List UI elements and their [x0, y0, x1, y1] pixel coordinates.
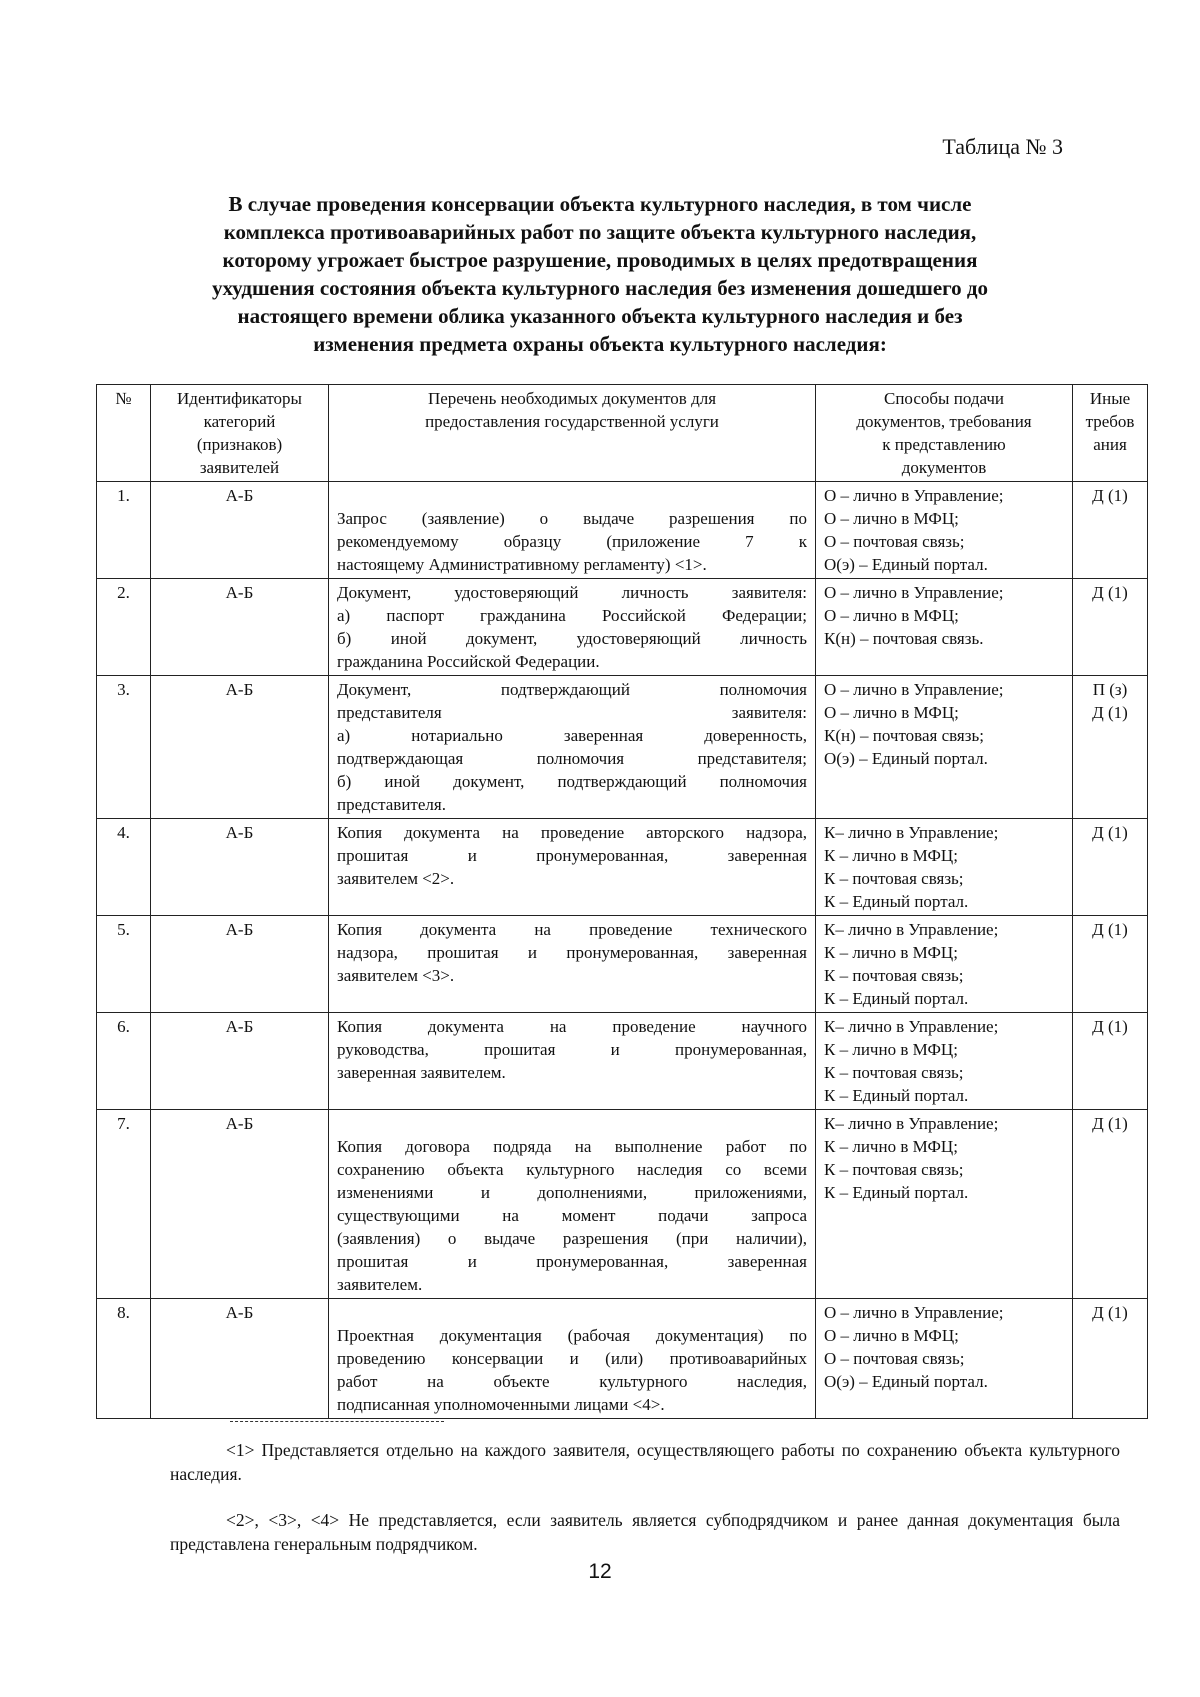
row-number: 2. [97, 579, 151, 676]
table-row [97, 1299, 1148, 1419]
document-line: рекомендуемому образцу (приложение 7 к [337, 532, 807, 551]
header-line: Способы подачи [884, 389, 1004, 408]
header-line: (признаков) [196, 435, 283, 454]
requirement-line: Д (1) [1092, 920, 1128, 939]
heading-line: ухудшения состояния объекта культурного наследия без изменения дошедшего до [211, 276, 989, 300]
applicant-category: А-Б [151, 676, 329, 819]
other-requirements [1073, 579, 1148, 676]
column-header-identifiers [151, 385, 329, 482]
other-requirements [1073, 482, 1148, 579]
row-number: 3. [97, 676, 151, 819]
document-line: б) иной документ, подтверждающий полномочия [337, 772, 807, 791]
table-row [97, 482, 1148, 579]
document-line: заверенная заявителем. [337, 1063, 506, 1082]
method-line: О – лично в МФЦ; [824, 509, 959, 528]
method-line: К(н) – почтовая связь. [824, 629, 984, 648]
document-line: прошитая и пронумерованная, заверенная [337, 846, 807, 865]
applicant-category: А-Б [151, 819, 329, 916]
required-document [329, 819, 816, 916]
applicant-category: А-Б [151, 579, 329, 676]
required-document [329, 482, 816, 579]
document-line: (заявления) о выдаче разрешения (при наличии), [337, 1229, 807, 1248]
required-document [329, 579, 816, 676]
other-requirements [1073, 819, 1148, 916]
method-line: К – почтовая связь; [824, 1160, 964, 1179]
method-line: К – Единый портал. [824, 989, 969, 1008]
column-header-other [1073, 385, 1148, 482]
footnote-1: <1> Представляется отдельно на каждого заявителя, осуществляющего работы по сохранению объекта культурного наследия. [170, 1440, 1120, 1484]
applicant-category: А-Б [151, 1299, 329, 1419]
required-document [329, 1013, 816, 1110]
row-number: 4. [97, 819, 151, 916]
row-number: 5. [97, 916, 151, 1013]
footnote-2: <2>, <3>, <4> Не представляется, если заявитель является субподрядчиком и ранее данная документация была представлена генеральным подрядчиком. [170, 1510, 1120, 1554]
method-line: К – почтовая связь; [824, 869, 964, 888]
document-line: Копия документа на проведение авторского надзора, [337, 823, 807, 842]
header-line: ания [1093, 435, 1127, 454]
requirement-line: П (з) [1092, 680, 1128, 699]
table-row [97, 579, 1148, 676]
document-line: представителя заявителя: [337, 703, 807, 722]
document-line: Копия документа на проведение технического [337, 920, 807, 939]
header-line: к представлению [882, 435, 1006, 454]
document-line: подтверждающая полномочия представителя; [337, 749, 807, 768]
column-header-methods [816, 385, 1073, 482]
method-line: О(э) – Единый портал. [824, 1372, 988, 1391]
applicant-category: А-Б [151, 1013, 329, 1110]
documents-table [96, 384, 1148, 1419]
method-line: К(н) – почтовая связь; [824, 726, 984, 745]
other-requirements [1073, 1110, 1148, 1299]
method-line: О – почтовая связь; [824, 532, 965, 551]
header-line: категорий [203, 412, 276, 431]
header-line: Иные [1089, 389, 1131, 408]
method-line: К – лично в МФЦ; [824, 1040, 958, 1059]
heading-line: изменения предмета охраны объекта культурного наследия: [313, 332, 887, 356]
document-line: а) паспорт гражданина Российской Федерации; [337, 606, 807, 625]
method-line: О – лично в Управление; [824, 583, 1004, 602]
required-document [329, 916, 816, 1013]
document-line: существующими на момент подачи запроса [337, 1206, 807, 1225]
requirement-line: Д (1) [1092, 823, 1128, 842]
other-requirements [1073, 1013, 1148, 1110]
document-line: надзора, прошитая и пронумерованная, заверенная [337, 943, 807, 962]
submission-methods [816, 916, 1073, 1013]
heading-line: настоящего времени облика указанного объекта культурного наследия и без [237, 304, 963, 328]
table-row [97, 1013, 1148, 1110]
row-number: 8. [97, 1299, 151, 1419]
document-line: руководства, прошитая и пронумерованная, [337, 1040, 807, 1059]
header-line: Идентификаторы [177, 389, 302, 408]
footnote-separator [230, 1421, 444, 1422]
document-line: Копия документа на проведение научного [337, 1017, 807, 1036]
method-line: О(э) – Единый портал. [824, 749, 988, 768]
document-line: заявителем <3>. [337, 966, 455, 985]
header-line: документов, требования [856, 412, 1032, 431]
document-line: сохранению объекта культурного наследия со всеми [337, 1160, 807, 1179]
requirement-line: Д (1) [1092, 1114, 1128, 1133]
method-line: К – лично в МФЦ; [824, 846, 958, 865]
method-line: О – почтовая связь; [824, 1349, 965, 1368]
requirement-line: Д (1) [1092, 1303, 1128, 1322]
table-row [97, 1110, 1148, 1299]
document-line: проведению консервации и (или) противоаварийных [337, 1349, 807, 1368]
method-line: К – почтовая связь; [824, 966, 964, 985]
submission-methods [816, 676, 1073, 819]
table-number-label: Таблица № 3 [942, 134, 1063, 159]
method-line: К– лично в Управление; [824, 823, 999, 842]
heading-line: которому угрожает быстрое разрушение, проводимых в целях предотвращения [222, 248, 978, 272]
submission-methods [816, 579, 1073, 676]
heading-line: В случае проведения консервации объекта культурного наследия, в том числе [228, 192, 972, 216]
method-line: К – лично в МФЦ; [824, 1137, 958, 1156]
method-line: О(э) – Единый портал. [824, 555, 988, 574]
requirement-line: Д (1) [1092, 703, 1128, 722]
header-line: Перечень необходимых документов для [427, 389, 717, 408]
required-document [329, 676, 816, 819]
header-line: предоставления государственной услуги [425, 412, 719, 431]
other-requirements [1073, 676, 1148, 819]
document-line: прошитая и пронумерованная, заверенная [337, 1252, 807, 1271]
header-line: заявителей [199, 458, 280, 477]
method-line: О – лично в МФЦ; [824, 703, 959, 722]
applicant-category: А-Б [151, 1110, 329, 1299]
requirement-line: Д (1) [1092, 1017, 1128, 1036]
document-line: гражданина Российской Федерации. [337, 652, 600, 671]
method-line: К – почтовая связь; [824, 1063, 964, 1082]
row-number: 6. [97, 1013, 151, 1110]
method-line: К – Единый портал. [824, 892, 969, 911]
other-requirements [1073, 1299, 1148, 1419]
document-line: представителя. [337, 795, 446, 814]
other-requirements [1073, 916, 1148, 1013]
applicant-category: А-Б [151, 916, 329, 1013]
method-line: К– лично в Управление; [824, 920, 999, 939]
submission-methods [816, 1299, 1073, 1419]
submission-methods [816, 482, 1073, 579]
method-line: К – Единый портал. [824, 1086, 969, 1105]
table-row [97, 916, 1148, 1013]
header-line: документов [901, 458, 987, 477]
method-line: К– лично в Управление; [824, 1017, 999, 1036]
header-line: требов [1085, 412, 1135, 431]
row-number: 1. [97, 482, 151, 579]
document-line: подписанная уполномоченными лицами <4>. [337, 1395, 665, 1414]
requirement-line: Д (1) [1092, 486, 1128, 505]
row-number: 7. [97, 1110, 151, 1299]
method-line: О – лично в МФЦ; [824, 1326, 959, 1345]
document-line: Документ, удостоверяющий личность заявителя: [337, 583, 807, 602]
submission-methods [816, 819, 1073, 916]
document-line: настоящему Административному регламенту) <1>. [337, 555, 707, 574]
table-row [97, 676, 1148, 819]
method-line: О – лично в Управление; [824, 680, 1004, 699]
page-number: 12 [588, 1560, 612, 1583]
method-line: О – лично в Управление; [824, 486, 1004, 505]
document-line: заявителем <2>. [337, 869, 455, 888]
document-line: Проектная документация (рабочая документация) по [337, 1326, 807, 1345]
heading-line: комплекса противоаварийных работ по защите объекта культурного наследия, [223, 220, 977, 244]
method-line: К – лично в МФЦ; [824, 943, 958, 962]
table-header-row [97, 385, 1148, 482]
required-document [329, 1110, 816, 1299]
document-line: б) иной документ, удостоверяющий личность [337, 629, 807, 648]
submission-methods [816, 1013, 1073, 1110]
table-row [97, 819, 1148, 916]
document-line: заявителем. [337, 1275, 423, 1294]
method-line: О – лично в МФЦ; [824, 606, 959, 625]
applicant-category: А-Б [151, 482, 329, 579]
column-header-number: № [97, 385, 151, 482]
column-header-documents [329, 385, 816, 482]
method-line: О – лично в Управление; [824, 1303, 1004, 1322]
required-document [329, 1299, 816, 1419]
method-line: К– лично в Управление; [824, 1114, 999, 1133]
document-line: Запрос (заявление) о выдаче разрешения по [337, 509, 807, 528]
document-line: Копия договора подряда на выполнение работ по [337, 1137, 807, 1156]
submission-methods [816, 1110, 1073, 1299]
requirement-line: Д (1) [1092, 583, 1128, 602]
document-line: изменениями и дополнениями, приложениями, [337, 1183, 807, 1202]
section-heading [140, 190, 1060, 358]
footnotes [170, 1438, 1120, 1578]
document-line: а) нотариально заверенная доверенность, [337, 726, 807, 745]
document-line: работ на объекте культурного наследия, [337, 1372, 807, 1391]
method-line: К – Единый портал. [824, 1183, 969, 1202]
document-line: Документ, подтверждающий полномочия [337, 680, 807, 699]
